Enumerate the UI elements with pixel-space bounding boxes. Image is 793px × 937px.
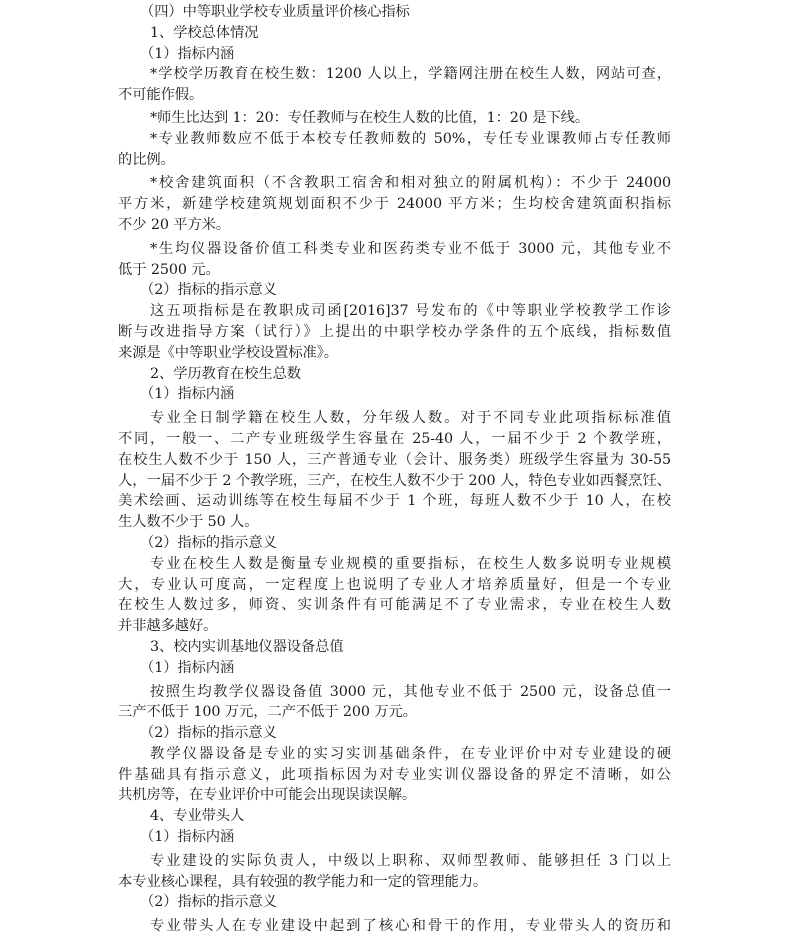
text-line: *专业教师数应不低于本校专任教师数的 50%，专任专业课教师占专任教师 — [150, 130, 671, 147]
text-line: 4、专业带头人 — [150, 808, 245, 825]
text-line: 生人数不少于 50 人。 — [118, 514, 259, 531]
text-line: 教学仪器设备是专业的实习实训基础条件，在专业评价中对专业建设的硬 — [150, 745, 671, 762]
text-line: *生均仪器设备价值工科类专业和医药类专业不低于 3000 元，其他专业不 — [150, 240, 671, 257]
text-line: 不少 20 平方米。 — [118, 216, 231, 233]
text-line: 的比例。 — [118, 151, 175, 168]
text-line: 件基础具有指示意义，此项指标因为对专业实训仪器设备的界定不清晰，如公 — [118, 766, 671, 783]
text-line: 按照生均教学仪器设备值 3000 元，其他专业不低于 2500 元，设备总值一 — [150, 683, 671, 700]
text-line: （1）指标内涵 — [140, 45, 235, 62]
text-line: 1、学校总体情况 — [150, 24, 259, 41]
text-line: （2）指标的指示意义 — [140, 282, 277, 299]
text-line: 专业建设的实际负责人，中级以上职称、双师型教师、能够担任 3 门以上 — [150, 852, 671, 869]
text-line: 三产不低于 100 万元，二产不低于 200 万元。 — [118, 704, 417, 721]
text-line: 在校生人数过多，师资、实训条件有可能满足不了专业需求，专业在校生人数 — [118, 597, 671, 614]
document-page — [118, 2, 671, 937]
text-line: *师生比达到 1：20：专任教师与在校生人数的比值，1：20 是下线。 — [150, 109, 590, 126]
text-line: （1）指标内涵 — [140, 386, 235, 403]
text-line: 美术绘画、运动训练等在校生每届不少于 1 个班，每班人数不少于 10 人，在校 — [118, 493, 671, 510]
text-line: 来源是《中等职业学校设置标准》。 — [118, 344, 338, 361]
text-line: 专业带头人在专业建设中起到了核心和骨干的作用，专业带头人的资历和 — [150, 918, 671, 935]
text-line: （2）指标的指示意义 — [140, 534, 277, 551]
text-line: 2、学历教育在校生总数 — [150, 365, 301, 382]
text-line: （2）指标的指示意义 — [140, 894, 277, 911]
text-line: 这五项指标是在教职成司函[2016]37 号发布的《中等职业学校教学工作诊 — [150, 303, 671, 320]
text-line: 专业全日制学籍在校生人数，分年级人数。对于不同专业此项指标标准值 — [150, 410, 671, 427]
text-line: 大，专业认可度高，一定程度上也说明了专业人才培养质量好，但是一个专业 — [118, 576, 671, 593]
text-line: 专业在校生人数是衡量专业规模的重要指标，在校生人数多说明专业规模 — [150, 555, 671, 572]
text-line: 不同，一般一、二产专业班级学生容量在 25-40 人，一届不少于 2 个教学班， — [118, 430, 671, 447]
text-line: 低于 2500 元。 — [118, 261, 220, 278]
text-line: 3、校内实训基地仪器设备总值 — [150, 638, 344, 655]
text-line: 共机房等，在专业评价中可能会出现误读误解。 — [118, 787, 417, 804]
text-line: （1）指标内涵 — [140, 829, 235, 846]
text-line: （2）指标的指示意义 — [140, 725, 277, 742]
text-line: 在校生人数不少于 150 人，三产普通专业（会计、服务类）班级学生容量为 30-55 — [118, 451, 671, 468]
text-line: 不可能作假。 — [118, 87, 204, 104]
text-line: 平方米，新建学校建筑规划面积不少于 24000 平方米；生均校舍建筑面积指标 — [118, 196, 671, 213]
text-line: （1）指标内涵 — [140, 659, 235, 676]
text-line: 本专业核心课程，具有较强的教学能力和一定的管理能力。 — [118, 873, 488, 890]
text-line: 人，一届不少于 2 个教学班，三产，在校生人数不少于 200 人，特色专业如西餐烹饪、 — [118, 472, 671, 489]
text-line: *校舍建筑面积（不含教职工宿舍和相对独立的附属机构）：不少于 24000 — [150, 175, 671, 192]
text-line: *学校学历教育在校生数：1200 人以上，学籍网注册在校生人数，网站可查， — [150, 66, 671, 83]
text-line: 断与改进指导方案（试行）》上提出的中职学校办学条件的五个底线，指标数值 — [118, 323, 671, 340]
text-line: （四）中等职业学校专业质量评价核心指标 — [140, 4, 410, 20]
text-line: 并非越多越好。 — [118, 618, 218, 635]
